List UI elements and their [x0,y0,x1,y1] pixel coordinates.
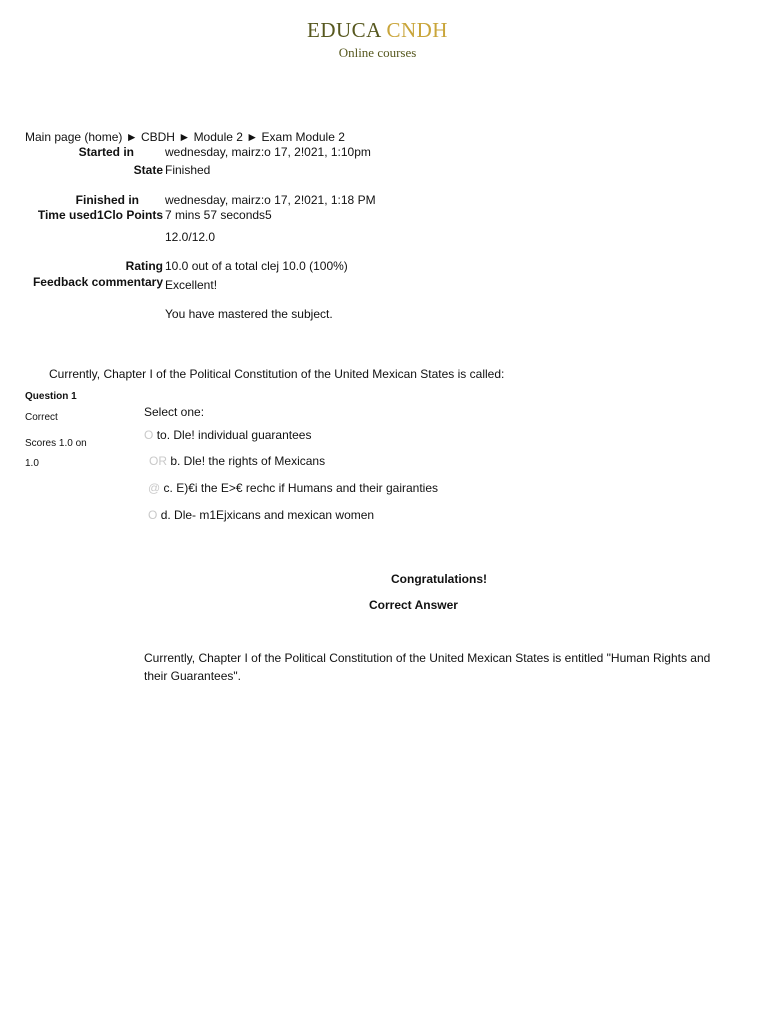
breadcrumb-home[interactable]: Main page (home) [25,130,123,144]
rating-value: 10.0 out of a total clej 10.0 (100%) [165,259,348,273]
breadcrumb-separator: ► [178,130,191,144]
question-score-max: 1.0 [25,458,39,469]
correct-answer-label: Correct Answer [369,598,458,612]
radio-icon[interactable]: OR [149,454,167,468]
feedback-label: Feedback commentary [32,275,163,289]
finished-label: Finished in [75,193,139,207]
rating-label: Rating [125,259,163,273]
answer-option-label: to. Dle! individual guarantees [156,428,312,442]
question-score: Scores 1.0 on [25,438,87,449]
started-value: wednesday, mairz:o 17, 2!021, 1:10pm [165,145,371,159]
answer-explanation: Currently, Chapter I of the Political Constitution of the United Mexican States is entitled "Human Rights and their Guarantees". [144,651,711,683]
brand-cndh: CNDH [386,18,448,42]
state-value: Finished [165,163,211,177]
answer-option-c[interactable] [148,481,438,495]
question-text: Currently, Chapter I of the Political Constitution of the United Mexican States is called: [49,367,505,381]
answer-option-a[interactable] [144,428,311,442]
state-label: State [133,163,163,177]
radio-selected-icon[interactable]: @ [148,481,161,495]
radio-icon[interactable]: O [144,428,154,442]
feedback-value: Excellent! [165,278,218,292]
breadcrumb-separator: ► [246,130,259,144]
time-used-value: 7 mins 57 seconds5 [165,208,272,222]
feedback-value-2: You have mastered the subject. [165,307,333,321]
congrats-message: Congratulations! [391,572,487,586]
answer-option-label: c. E)€i the E>€ rechc if Humans and their gairanties [163,481,439,495]
breadcrumb-module[interactable]: Module 2 [193,130,243,144]
site-header [0,18,755,61]
answer-option-d[interactable] [148,508,374,522]
site-brand[interactable] [0,18,755,43]
site-subtitle: Online courses [338,45,417,60]
breadcrumb [25,130,345,144]
finished-value: wednesday, mairz:o 17, 2!021, 1:18 PM [165,193,376,207]
started-label: Started in [78,145,134,159]
question-status: Correct [25,412,58,423]
breadcrumb-course[interactable]: CBDH [140,130,175,144]
answer-option-label: d. Dle- m1Ejxicans and mexican women [160,508,375,522]
breadcrumb-separator: ► [125,130,138,144]
question-number: Question 1 [25,391,77,402]
select-prompt: Select one: [144,405,205,419]
points-value: 12.0/12.0 [165,230,216,244]
answer-option-b[interactable] [149,454,325,468]
breadcrumb-exam: Exam Module 2 [261,130,345,144]
brand-educa: EDUCA [307,18,381,42]
time-used-label: Time used1Clo Points [37,208,163,222]
answer-option-label: b. Dle! the rights of Mexicans [170,454,326,468]
radio-icon[interactable]: O [148,508,158,522]
